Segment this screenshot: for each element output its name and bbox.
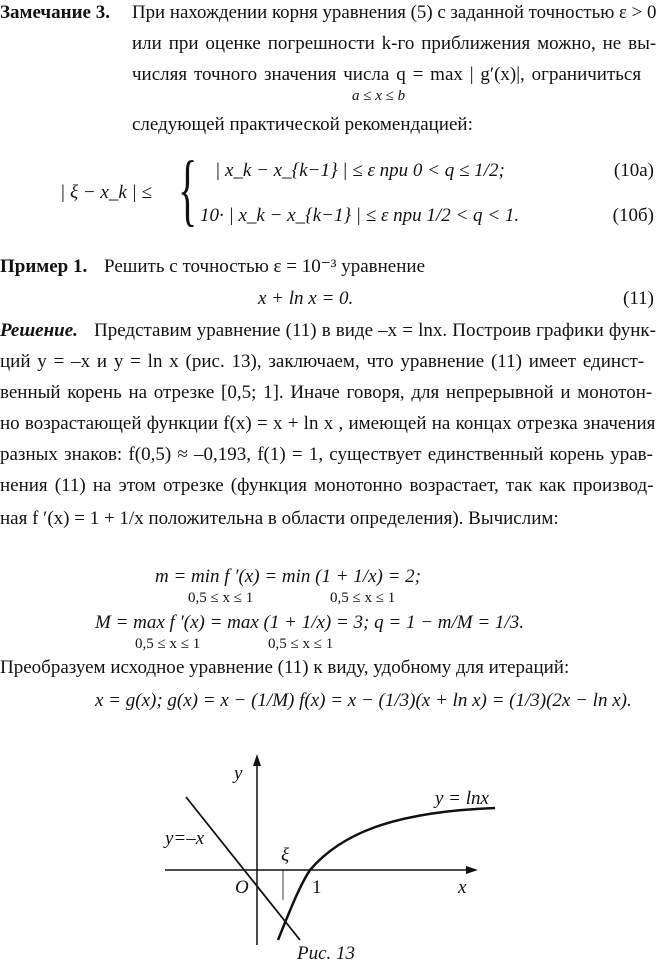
case-b: 10· | x_k − x_{k−1} | ≤ ε при 1/2 < q < 1. — [200, 205, 520, 226]
y-axis-arrow-icon — [253, 754, 261, 766]
remark-heading: Замечание 3. — [0, 2, 110, 23]
remark-line: При нахождении корня уравнения (5) с заданной точностью ε > 0 — [132, 2, 657, 23]
example-heading: Пример 1. — [0, 256, 88, 277]
max-subscript: a ≤ x ≤ b — [352, 88, 406, 104]
m-subscript: 0,5 ≤ x ≤ 1 — [330, 590, 396, 606]
m-subscript: 0,5 ≤ x ≤ 1 — [188, 590, 254, 606]
xi-label: ξ — [281, 845, 290, 866]
line-neg-x — [186, 797, 300, 940]
cases-lhs: | ξ − x_k | ≤ — [60, 182, 152, 203]
solution-line: венный корень на отрезке [0,5; 1]. Иначе говоря, для непрерывной и монотон- — [0, 382, 653, 403]
solution-line: нения (11) на этом отрезке (функция монотонно возрастает, так как производ- — [0, 475, 654, 496]
remark-line: или при оценке погрешности k-го приближения можно, не вы- — [132, 33, 657, 54]
transform-text: Преобразуем исходное уравнение (11) к виду, удобному для итераций: — [0, 657, 570, 678]
y-axis-label: y — [234, 763, 243, 784]
one-label: 1 — [312, 877, 322, 898]
figure-graph — [0, 750, 660, 950]
neg-line-label: y=–x — [165, 828, 205, 849]
eq-number-11: (11) — [623, 288, 654, 309]
solution-line: Представим уравнение (11) в виде –x = lnx. Построив графики функ- — [94, 320, 656, 341]
equation-11: x + ln x = 0. — [258, 288, 354, 309]
formula-g: x = g(x); g(x) = x − (1/M) f(x) = x − (1/3)(x + ln x) = (1/3)(2x − ln x). — [95, 690, 632, 711]
curve-ln-x — [278, 808, 495, 940]
M-subscript: 0,5 ≤ x ≤ 1 — [268, 636, 334, 652]
solution-line: ная f ′(x) = 1 + 1/x положительна в области определения). Вычислим: — [0, 508, 559, 529]
formula-M: M = max f ′(x) = max (1 + 1/x) = 3; q = 1 − m/M = 1/3. — [95, 612, 524, 633]
eq-number-10b: (10б) — [612, 205, 654, 226]
M-subscript: 0,5 ≤ x ≤ 1 — [135, 636, 201, 652]
ln-curve-label: y = lnx — [435, 788, 489, 809]
remark-line: числяя точного значения числа q = max | g′(x)|, ограничиться — [132, 64, 642, 85]
solution-heading: Решение. — [0, 320, 78, 341]
formula-m: m = min f ′(x) = min (1 + 1/x) = 2; — [155, 566, 421, 587]
remark-line: следующей практической рекомендацией: — [132, 114, 473, 135]
solution-line: но возрастающей функции f(x) = x + ln x , имеющей на концах отрезка значения — [0, 413, 656, 434]
solution-line: разных знаков: f(0,5) ≈ –0,193, f(1) = 1, существует единственный корень урав- — [0, 444, 653, 465]
x-axis-arrow-icon — [466, 866, 478, 874]
figure-caption: Рис. 13 — [297, 943, 356, 964]
x-axis-label: x — [458, 877, 467, 898]
example-text: Решить с точностью ε = 10⁻³ уравнение — [104, 256, 425, 277]
solution-line: ций y = –x и y = ln x (рис. 13), заключаем, что уравнение (11) имеет единст- — [0, 351, 645, 372]
origin-label: O — [235, 877, 249, 898]
case-a: | x_k − x_{k−1} | ≤ ε при 0 < q ≤ 1/2; — [215, 160, 505, 181]
eq-number-10a: (10а) — [613, 160, 654, 181]
brace: { — [178, 146, 198, 234]
